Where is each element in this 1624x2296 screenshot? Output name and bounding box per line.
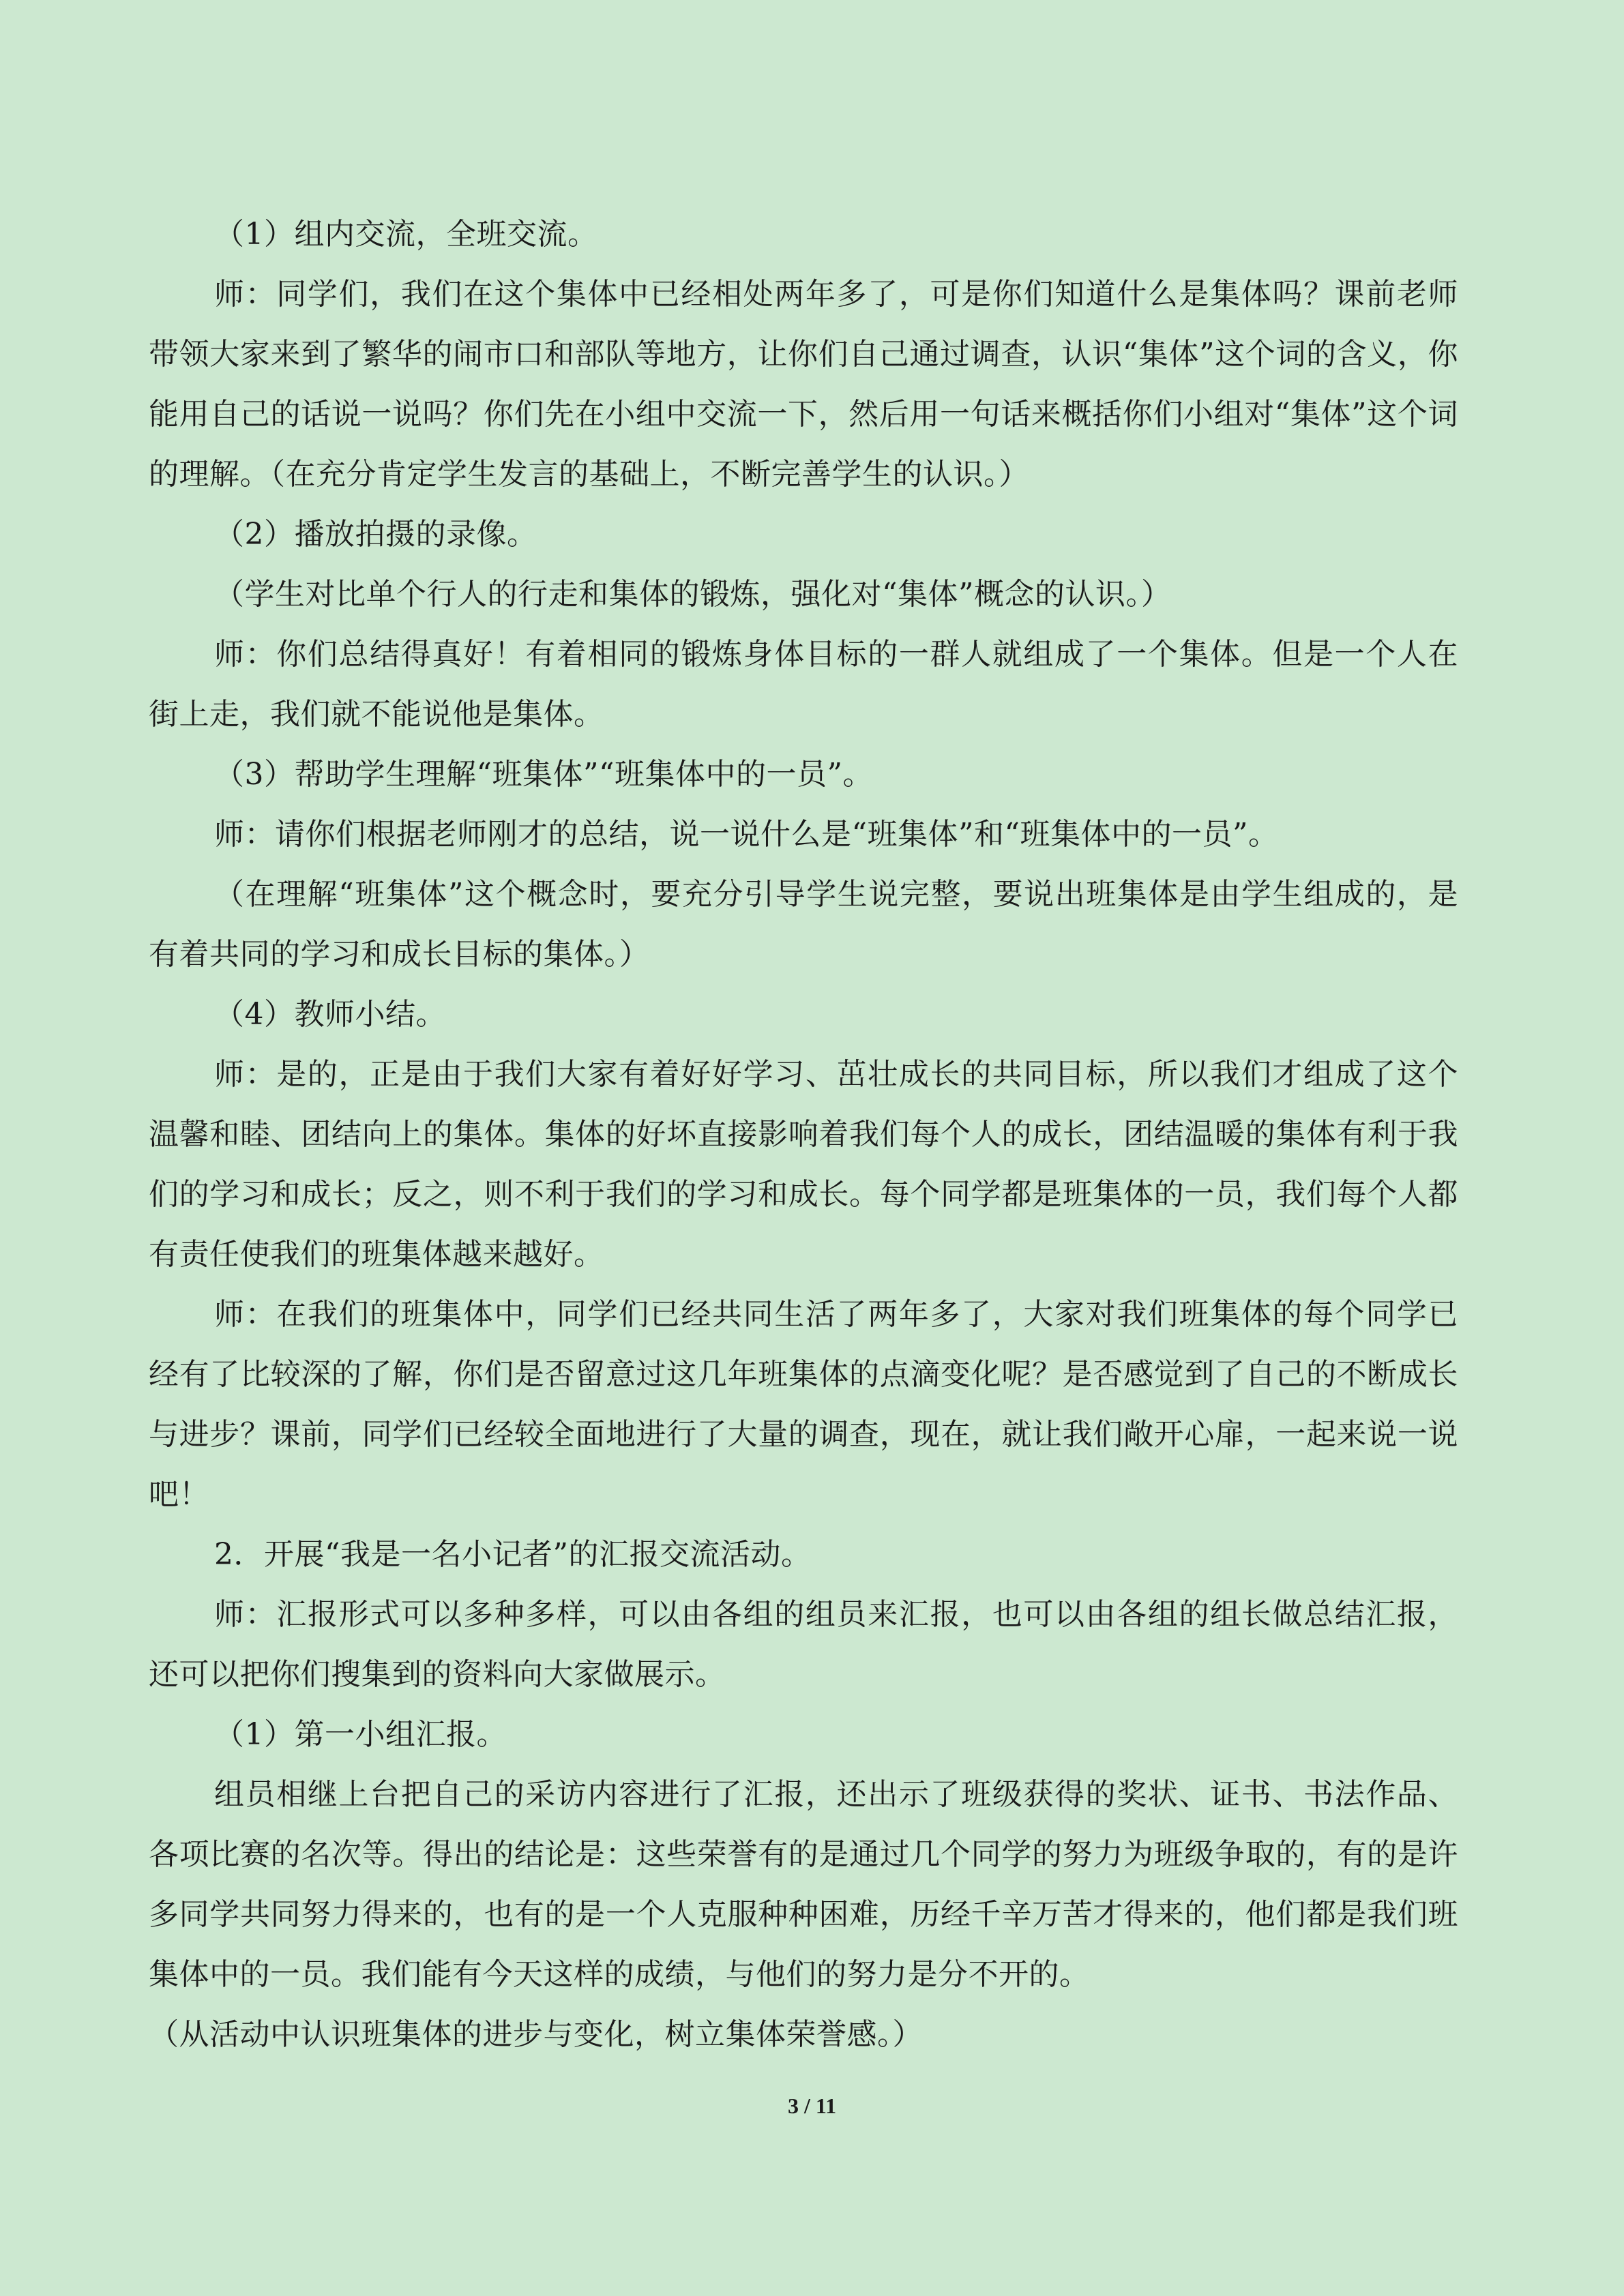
paragraph-group-one-heading: （1）第一小组汇报。 <box>214 1717 507 1752</box>
paragraph-activity-note: （从活动中认识班集体的进步与变化，树立集体荣誉感。） <box>149 2017 923 2052</box>
paragraph-concept-note: （在理解“班集体”这个概念时，要充分引导学生说完整，要说出班集体是由学生组成的，是有着共同的学习和成长目标的集体。） <box>149 877 1458 972</box>
paragraph-teacher-conclusion-heading: （4）教师小结。 <box>214 997 446 1032</box>
paragraph-class-collective-heading: （3）帮助学生理解“班集体”“班集体中的一员”。 <box>214 757 873 792</box>
document-body <box>149 205 1458 2065</box>
page-number: 3 / 11 <box>787 2093 837 2118</box>
paragraph-teacher-intro: 师：同学们，我们在这个集体中已经相处两年多了，可是你们知道什么是集体吗？课前老师带领大家来到了繁华的闹市口和部队等地方，让你们自己通过调查，认识“集体”这个词的含义，你能用自己的话说一说吗？你们先在小组中交流一下，然后用一句话来概括你们小组对“集体”这个词的理解。（在充分肯定学生发言的基础上，不断完善学生的认识。） <box>149 277 1459 492</box>
paragraph-teacher-prompt: 师：在我们的班集体中，同学们已经共同生活了两年多了，大家对我们班集体的每个同学已经有了比较深的了解，你们是否留意过这几年班集体的点滴变化呢？是否感觉到了自己的不断成长与进步？课前，同学们已经较全面地进行了大量的调查，现在，就让我们敞开心扉，一起来说一说吧！ <box>149 1297 1458 1512</box>
paragraph-discussion-heading: （1）组内交流，全班交流。 <box>214 217 598 252</box>
paragraph-report-format: 师：汇报形式可以多种多样，可以由各组的组员来汇报，也可以由各组的组长做总结汇报，还可以把你们搜集到的资料向大家做展示。 <box>149 1597 1458 1692</box>
paragraph-group-one-report: 组员相继上台把自己的采访内容进行了汇报，还出示了班级获得的奖状、证书、书法作品、各项比赛的名次等。得出的结论是：这些荣誉有的是通过几个同学的努力为班级争取的，有的是许多同学共同努力得来的，也有的是一个人克服种种困难，历经千辛万苦才得来的，他们都是我们班集体中的一员。我们能有今天这样的成绩，与他们的努力是分不开的。 <box>149 1777 1458 1992</box>
paragraph-teacher-conclusion: 师：是的，正是由于我们大家有着好好学习、茁壮成长的共同目标，所以我们才组成了这个温馨和睦、团结向上的集体。集体的好坏直接影响着我们每个人的成长，团结温暖的集体有利于我们的学习和成长；反之，则不利于我们的学习和成长。每个同学都是班集体的一员，我们每个人都有责任使我们的班集体越来越好。 <box>149 1057 1458 1272</box>
paragraph-teacher-question: 师：请你们根据老师刚才的总结，说一说什么是“班集体”和“班集体中的一员”。 <box>214 817 1279 852</box>
paragraph-video-heading: （2）播放拍摄的录像。 <box>214 517 537 552</box>
paragraph-activity-heading: 2．开展“我是一名小记者”的汇报交流活动。 <box>214 1537 812 1572</box>
paragraph-video-note: （学生对比单个行人的行走和集体的锻炼，强化对“集体”概念的认识。） <box>214 577 1172 612</box>
paragraph-teacher-summary: 师：你们总结得真好！有着相同的锻炼身体目标的一群人就组成了一个集体。但是一个人在街上走，我们就不能说他是集体。 <box>149 637 1458 732</box>
